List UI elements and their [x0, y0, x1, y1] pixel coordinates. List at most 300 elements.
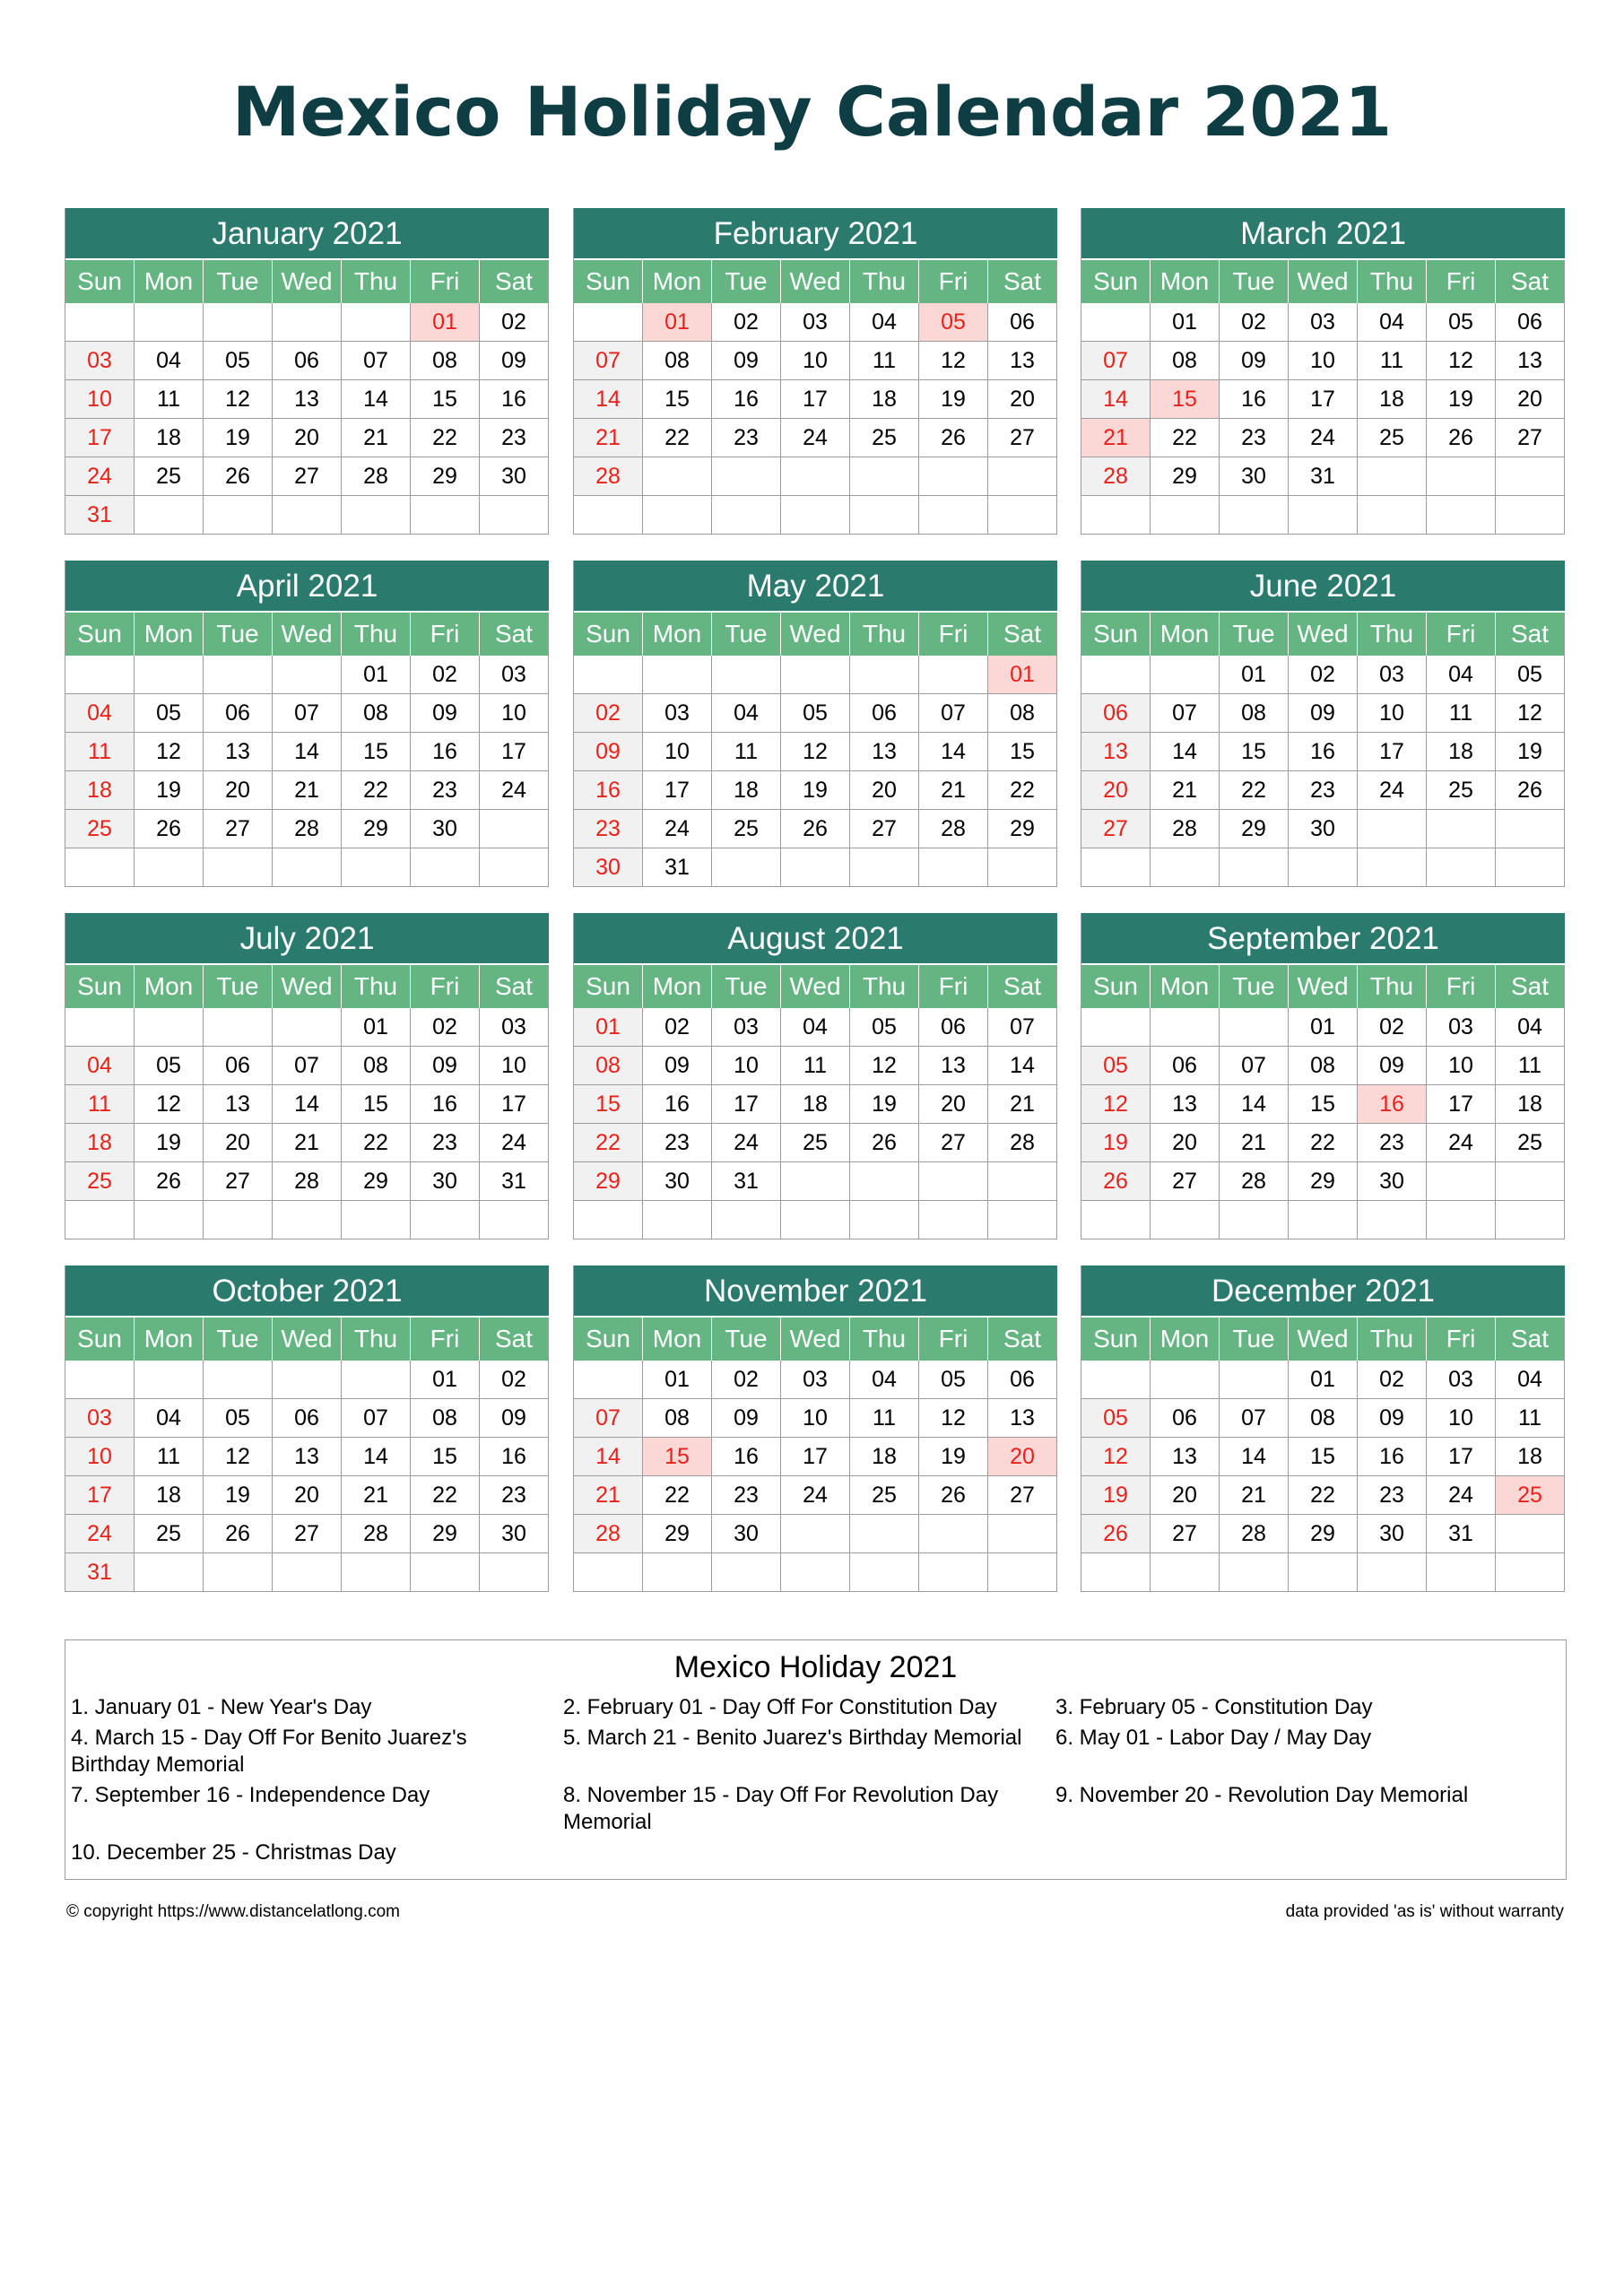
day-cell: 11: [1427, 694, 1496, 732]
empty-day-cell: [643, 496, 712, 534]
day-cell: 29: [988, 810, 1057, 848]
day-cell: 02: [643, 1008, 712, 1046]
day-cell: 06: [1151, 1047, 1220, 1084]
week-row: [65, 656, 549, 694]
day-cell: 10: [1427, 1047, 1496, 1084]
day-cell: 08: [1220, 694, 1289, 732]
empty-day-cell: [712, 457, 781, 495]
day-cell: 21: [342, 419, 411, 457]
day-cell: 10: [480, 694, 549, 732]
day-cell: 15: [988, 733, 1057, 770]
week-row: [1081, 1085, 1565, 1124]
day-cell: 27: [1081, 810, 1151, 848]
day-cell: 10: [65, 380, 135, 418]
day-cell: 05: [204, 342, 273, 379]
empty-day-cell: [135, 303, 204, 341]
weekday-label: Sat: [1496, 1318, 1565, 1361]
day-cell: 28: [1151, 810, 1220, 848]
empty-day-cell: [1151, 1553, 1220, 1591]
weekday-label: Wed: [273, 613, 342, 656]
holiday-item: 10. December 25 - Christmas Day: [71, 1840, 396, 1865]
empty-day-cell: [1081, 1361, 1151, 1398]
weekday-label: Sat: [480, 613, 549, 656]
day-cell: 03: [1289, 303, 1358, 341]
day-cell: 29: [411, 1515, 480, 1552]
day-cell: 13: [204, 733, 273, 770]
day-cell: 01: [574, 1008, 643, 1046]
day-cell: 27: [273, 1515, 342, 1552]
day-cell: 01: [1289, 1008, 1358, 1046]
empty-day-cell: [273, 1008, 342, 1046]
empty-day-cell: [919, 1162, 988, 1200]
week-row: [574, 1162, 1057, 1201]
month-calendar: [573, 208, 1057, 535]
day-cell: 28: [919, 810, 988, 848]
day-cell: 02: [1358, 1361, 1427, 1398]
empty-day-cell: [1220, 848, 1289, 886]
weekday-label: Thu: [1358, 1318, 1427, 1361]
day-cell: 07: [342, 342, 411, 379]
weekday-label: Mon: [1151, 965, 1220, 1008]
empty-day-cell: [204, 496, 273, 534]
weekday-header: [1081, 1316, 1565, 1361]
day-cell: 11: [135, 1438, 204, 1475]
day-cell: 13: [919, 1047, 988, 1084]
day-cell: 02: [480, 303, 549, 341]
empty-day-cell: [1496, 810, 1565, 848]
week-row: [65, 496, 549, 535]
weekday-label: Thu: [1358, 613, 1427, 656]
week-row: [65, 694, 549, 733]
holiday-day-cell: 01: [988, 656, 1057, 693]
weekday-label: Fri: [919, 260, 988, 303]
day-cell: 13: [273, 380, 342, 418]
day-cell: 18: [1427, 733, 1496, 770]
week-row: [1081, 810, 1565, 848]
day-cell: 21: [1220, 1124, 1289, 1161]
day-cell: 28: [1220, 1162, 1289, 1200]
day-cell: 17: [781, 380, 850, 418]
weekday-label: Sat: [1496, 613, 1565, 656]
day-cell: 25: [712, 810, 781, 848]
empty-day-cell: [1220, 496, 1289, 534]
day-cell: 18: [135, 1476, 204, 1514]
weekday-label: Fri: [1427, 613, 1496, 656]
day-cell: 10: [480, 1047, 549, 1084]
month-title: August 2021: [574, 913, 1057, 963]
weekday-label: Thu: [342, 613, 411, 656]
week-row: [574, 1515, 1057, 1553]
day-cell: 06: [919, 1008, 988, 1046]
day-cell: 22: [342, 1124, 411, 1161]
empty-day-cell: [65, 1361, 135, 1398]
day-cell: 12: [135, 1085, 204, 1123]
week-row: [1081, 303, 1565, 342]
empty-day-cell: [1427, 848, 1496, 886]
week-row: [1081, 1047, 1565, 1085]
day-cell: 30: [411, 1162, 480, 1200]
weekday-label: Thu: [342, 965, 411, 1008]
day-cell: 27: [1151, 1162, 1220, 1200]
day-cell: 12: [135, 733, 204, 770]
day-cell: 30: [1220, 457, 1289, 495]
empty-day-cell: [1289, 848, 1358, 886]
day-cell: 08: [1289, 1047, 1358, 1084]
weekday-label: Tue: [204, 1318, 273, 1361]
weekday-label: Mon: [643, 1318, 712, 1361]
week-row: [574, 1124, 1057, 1162]
weekday-label: Sun: [65, 260, 135, 303]
week-row: [1081, 1438, 1565, 1476]
day-cell: 23: [1220, 419, 1289, 457]
empty-day-cell: [1289, 1201, 1358, 1239]
empty-day-cell: [411, 1553, 480, 1591]
day-cell: 04: [712, 694, 781, 732]
weekday-label: Wed: [781, 1318, 850, 1361]
day-cell: 10: [1358, 694, 1427, 732]
day-cell: 30: [643, 1162, 712, 1200]
day-cell: 14: [1220, 1085, 1289, 1123]
empty-day-cell: [574, 303, 643, 341]
week-row: [574, 1201, 1057, 1239]
week-row: [65, 1162, 549, 1201]
day-cell: 03: [480, 656, 549, 693]
empty-day-cell: [988, 1515, 1057, 1552]
week-row: [65, 1399, 549, 1438]
day-cell: 25: [1496, 1124, 1565, 1161]
day-cell: 09: [643, 1047, 712, 1084]
weekday-label: Fri: [411, 1318, 480, 1361]
day-cell: 21: [1151, 771, 1220, 809]
day-cell: 26: [1496, 771, 1565, 809]
day-cell: 13: [204, 1085, 273, 1123]
day-cell: 26: [1427, 419, 1496, 457]
empty-day-cell: [1496, 496, 1565, 534]
day-cell: 25: [1427, 771, 1496, 809]
weekday-header: [574, 258, 1057, 303]
empty-day-cell: [1220, 1553, 1289, 1591]
empty-day-cell: [1151, 848, 1220, 886]
day-cell: 21: [919, 771, 988, 809]
empty-day-cell: [204, 303, 273, 341]
day-cell: 14: [919, 733, 988, 770]
day-cell: 12: [204, 380, 273, 418]
weekday-label: Mon: [135, 613, 204, 656]
weekday-label: Mon: [1151, 613, 1220, 656]
day-cell: 29: [643, 1515, 712, 1552]
empty-day-cell: [919, 496, 988, 534]
week-row: [574, 1438, 1057, 1476]
day-cell: 31: [1427, 1515, 1496, 1552]
day-cell: 07: [988, 1008, 1057, 1046]
day-cell: 04: [781, 1008, 850, 1046]
empty-day-cell: [1081, 656, 1151, 693]
day-cell: 24: [1427, 1476, 1496, 1514]
week-row: [1081, 1399, 1565, 1438]
day-cell: 28: [1081, 457, 1151, 495]
day-cell: 18: [850, 1438, 919, 1475]
weekday-label: Wed: [1289, 613, 1358, 656]
day-cell: 18: [1496, 1438, 1565, 1475]
day-cell: 04: [1496, 1361, 1565, 1398]
empty-day-cell: [135, 1553, 204, 1591]
holiday-item: 1. January 01 - New Year's Day: [71, 1695, 372, 1719]
empty-day-cell: [574, 656, 643, 693]
day-cell: 03: [781, 1361, 850, 1398]
empty-day-cell: [273, 303, 342, 341]
day-cell: 23: [411, 1124, 480, 1161]
empty-day-cell: [1358, 1553, 1427, 1591]
empty-day-cell: [574, 1361, 643, 1398]
day-cell: 06: [273, 342, 342, 379]
week-row: [1081, 1515, 1565, 1553]
weekday-label: Fri: [411, 260, 480, 303]
weekday-label: Tue: [1220, 1318, 1289, 1361]
week-row: [65, 1085, 549, 1124]
holiday-day-cell: 16: [1358, 1085, 1427, 1123]
day-cell: 06: [1081, 694, 1151, 732]
day-cell: 07: [574, 342, 643, 379]
day-cell: 18: [850, 380, 919, 418]
weekday-label: Sun: [1081, 260, 1151, 303]
day-cell: 09: [480, 1399, 549, 1437]
day-cell: 13: [1081, 733, 1151, 770]
weekday-label: Fri: [919, 965, 988, 1008]
empty-day-cell: [988, 1162, 1057, 1200]
holiday-day-cell: 21: [1081, 419, 1151, 457]
empty-day-cell: [1151, 496, 1220, 534]
day-cell: 25: [135, 457, 204, 495]
empty-day-cell: [919, 457, 988, 495]
day-cell: 23: [411, 771, 480, 809]
day-cell: 09: [712, 342, 781, 379]
weekday-label: Sun: [574, 613, 643, 656]
month-calendar: [65, 913, 549, 1239]
day-cell: 16: [411, 1085, 480, 1123]
weekday-label: Sun: [574, 1318, 643, 1361]
day-cell: 12: [919, 1399, 988, 1437]
day-cell: 31: [1289, 457, 1358, 495]
empty-day-cell: [781, 1201, 850, 1239]
week-row: [574, 1476, 1057, 1515]
day-cell: 01: [411, 1361, 480, 1398]
weekday-label: Sun: [65, 965, 135, 1008]
month-calendar: [1081, 913, 1565, 1239]
day-cell: 08: [574, 1047, 643, 1084]
holiday-day-cell: 15: [643, 1438, 712, 1475]
day-cell: 27: [204, 1162, 273, 1200]
day-cell: 31: [65, 1553, 135, 1591]
day-cell: 03: [1427, 1361, 1496, 1398]
empty-day-cell: [781, 1553, 850, 1591]
day-cell: 23: [480, 1476, 549, 1514]
month-calendar: [573, 561, 1057, 887]
day-cell: 20: [204, 1124, 273, 1161]
week-row: [574, 810, 1057, 848]
day-cell: 01: [1151, 303, 1220, 341]
week-row: [65, 1553, 549, 1592]
weekday-label: Tue: [1220, 260, 1289, 303]
empty-day-cell: [712, 848, 781, 886]
weekday-label: Thu: [850, 613, 919, 656]
day-cell: 29: [1289, 1162, 1358, 1200]
day-cell: 04: [1427, 656, 1496, 693]
weekday-label: Fri: [411, 965, 480, 1008]
weekday-label: Sun: [1081, 613, 1151, 656]
day-cell: 04: [850, 303, 919, 341]
day-cell: 07: [1220, 1047, 1289, 1084]
day-cell: 18: [1358, 380, 1427, 418]
day-cell: 04: [65, 1047, 135, 1084]
day-cell: 03: [480, 1008, 549, 1046]
empty-day-cell: [1151, 1201, 1220, 1239]
day-cell: 24: [712, 1124, 781, 1161]
empty-day-cell: [342, 1361, 411, 1398]
month-title: December 2021: [1081, 1265, 1565, 1316]
day-cell: 24: [781, 1476, 850, 1514]
day-cell: 13: [273, 1438, 342, 1475]
day-cell: 13: [1496, 342, 1565, 379]
week-row: [65, 457, 549, 496]
weekday-label: Wed: [273, 1318, 342, 1361]
day-cell: 20: [273, 419, 342, 457]
week-row: [65, 1201, 549, 1239]
day-cell: 15: [574, 1085, 643, 1123]
empty-day-cell: [204, 1553, 273, 1591]
week-row: [574, 1085, 1057, 1124]
day-cell: 30: [1358, 1162, 1427, 1200]
day-cell: 23: [712, 1476, 781, 1514]
weekday-header: [574, 963, 1057, 1008]
empty-day-cell: [919, 1201, 988, 1239]
empty-day-cell: [1151, 1361, 1220, 1398]
day-cell: 15: [342, 733, 411, 770]
weekday-label: Wed: [781, 965, 850, 1008]
week-row: [574, 1008, 1057, 1047]
month-title: May 2021: [574, 561, 1057, 611]
day-cell: 09: [574, 733, 643, 770]
day-cell: 11: [65, 733, 135, 770]
empty-day-cell: [135, 1361, 204, 1398]
day-cell: 26: [919, 1476, 988, 1514]
week-row: [574, 1047, 1057, 1085]
weekday-header: [1081, 611, 1565, 656]
week-row: [574, 419, 1057, 457]
day-cell: 31: [65, 496, 135, 534]
day-cell: 18: [65, 1124, 135, 1161]
month-calendar: [573, 1265, 1057, 1592]
day-cell: 07: [1151, 694, 1220, 732]
weekday-label: Fri: [411, 613, 480, 656]
day-cell: 27: [988, 1476, 1057, 1514]
day-cell: 13: [1151, 1438, 1220, 1475]
day-cell: 15: [342, 1085, 411, 1123]
holiday-list-title: Mexico Holiday 2021: [673, 1650, 958, 1684]
week-row: [65, 810, 549, 848]
day-cell: 31: [643, 848, 712, 886]
day-cell: 14: [574, 380, 643, 418]
weekday-label: Mon: [643, 965, 712, 1008]
day-cell: 14: [1220, 1438, 1289, 1475]
day-cell: 09: [712, 1399, 781, 1437]
week-row: [574, 694, 1057, 733]
copyright-text: © copyright https://www.distancelatlong.com: [66, 1902, 401, 1921]
day-cell: 05: [781, 694, 850, 732]
day-cell: 14: [1081, 380, 1151, 418]
empty-day-cell: [1496, 1201, 1565, 1239]
day-cell: 24: [65, 457, 135, 495]
weekday-label: Tue: [712, 965, 781, 1008]
empty-day-cell: [781, 656, 850, 693]
day-cell: 03: [781, 303, 850, 341]
weekday-label: Mon: [135, 260, 204, 303]
weekday-label: Sat: [988, 613, 1057, 656]
day-cell: 19: [1081, 1476, 1151, 1514]
day-cell: 10: [781, 1399, 850, 1437]
weekday-header: [574, 611, 1057, 656]
day-cell: 28: [574, 1515, 643, 1552]
weekday-label: Tue: [204, 613, 273, 656]
holiday-day-cell: 01: [643, 303, 712, 341]
day-cell: 22: [411, 419, 480, 457]
day-cell: 12: [1081, 1438, 1151, 1475]
empty-day-cell: [574, 1201, 643, 1239]
day-cell: 14: [273, 733, 342, 770]
day-cell: 16: [1358, 1438, 1427, 1475]
day-cell: 19: [1496, 733, 1565, 770]
disclaimer-text: data provided 'as is' without warranty: [1285, 1902, 1564, 1921]
day-cell: 09: [411, 1047, 480, 1084]
day-cell: 30: [712, 1515, 781, 1552]
week-row: [1081, 419, 1565, 457]
day-cell: 19: [781, 771, 850, 809]
day-cell: 20: [1496, 380, 1565, 418]
day-cell: 08: [643, 1399, 712, 1437]
day-cell: 13: [988, 1399, 1057, 1437]
day-cell: 04: [850, 1361, 919, 1398]
day-cell: 08: [1289, 1399, 1358, 1437]
day-cell: 02: [574, 694, 643, 732]
day-cell: 04: [135, 1399, 204, 1437]
day-cell: 10: [1427, 1399, 1496, 1437]
day-cell: 20: [273, 1476, 342, 1514]
weekday-header: [65, 258, 549, 303]
day-cell: 21: [574, 1476, 643, 1514]
weekday-label: Tue: [712, 260, 781, 303]
holiday-day-cell: 01: [411, 303, 480, 341]
empty-day-cell: [135, 496, 204, 534]
day-cell: 15: [1289, 1085, 1358, 1123]
day-cell: 06: [273, 1399, 342, 1437]
weekday-label: Thu: [342, 260, 411, 303]
empty-day-cell: [712, 1553, 781, 1591]
day-cell: 08: [411, 342, 480, 379]
day-cell: 15: [411, 1438, 480, 1475]
empty-day-cell: [1081, 303, 1151, 341]
empty-day-cell: [643, 1553, 712, 1591]
day-cell: 11: [781, 1047, 850, 1084]
empty-day-cell: [342, 848, 411, 886]
day-cell: 22: [643, 419, 712, 457]
day-cell: 07: [273, 1047, 342, 1084]
week-row: [1081, 457, 1565, 496]
weekday-label: Thu: [850, 965, 919, 1008]
empty-day-cell: [781, 457, 850, 495]
day-cell: 22: [1289, 1476, 1358, 1514]
week-row: [1081, 1124, 1565, 1162]
day-cell: 25: [781, 1124, 850, 1161]
day-cell: 22: [1151, 419, 1220, 457]
